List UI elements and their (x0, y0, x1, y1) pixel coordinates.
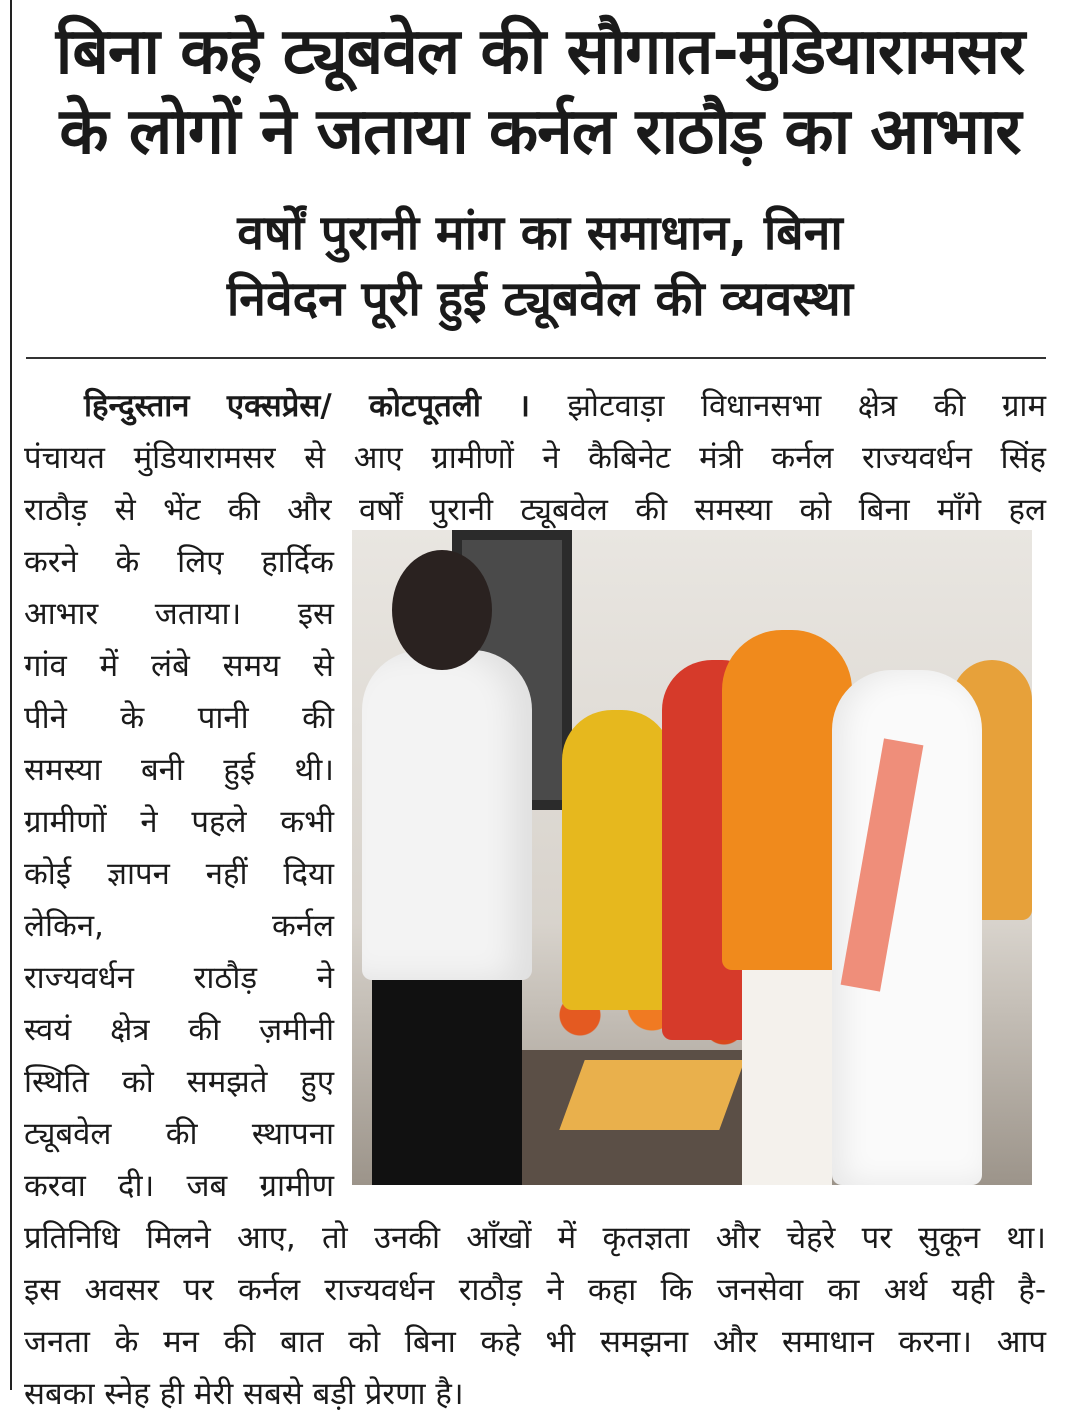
photo-person-shape (362, 650, 532, 980)
photo-person-head-shape (392, 550, 492, 670)
headline (20, 12, 1060, 172)
headline-divider (26, 357, 1046, 359)
subheadline (20, 200, 1060, 332)
photo-tray-shape (559, 1060, 744, 1130)
headline-line-1: बिना कहे ट्यूबवेल की सौगात-मुंडियारामसर (55, 15, 1025, 89)
news-photo (352, 530, 1032, 1185)
photo-person-shape (562, 710, 672, 1010)
left-column-rule (10, 0, 12, 1390)
subheadline-line-1: वर्षों पुरानी मांग का समाधान, बिना (237, 205, 843, 261)
headline-line-2: के लोगों ने जताया कर्नल राठौड़ का आभार (59, 95, 1021, 169)
photo-person-shape (742, 960, 832, 1185)
photo-person-shape (372, 980, 522, 1185)
subheadline-line-2: निवेदन पूरी हुई ट्यूबवेल की व्यवस्था (226, 271, 854, 327)
